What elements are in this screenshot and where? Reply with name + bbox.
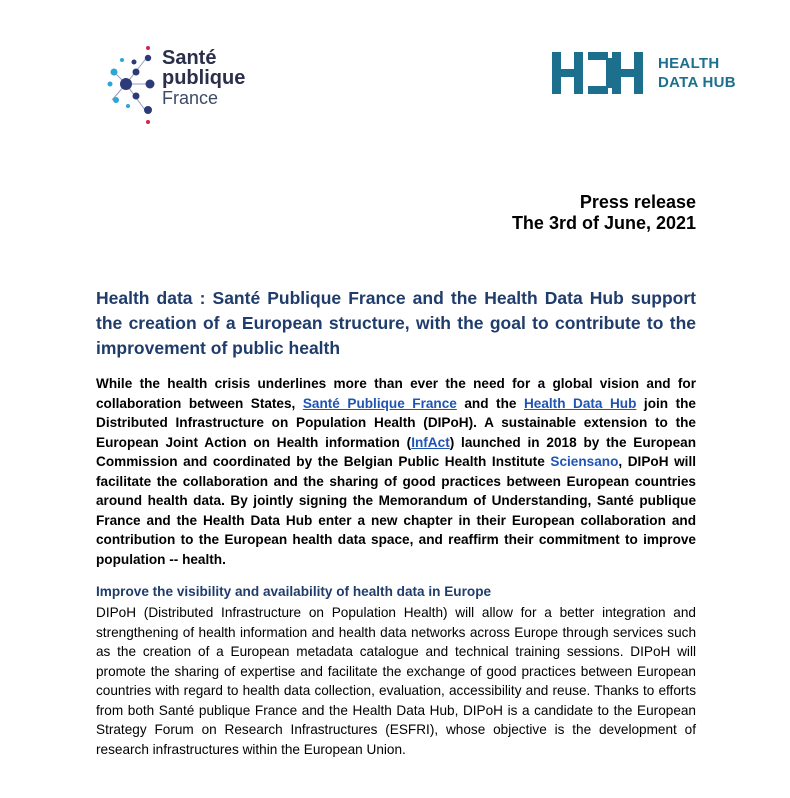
sante-publique-france-logo	[104, 44, 264, 128]
spf-logo-line1: Santé	[162, 47, 217, 69]
lead-text-2: and the	[456, 395, 524, 411]
link-sante-publique-france[interactable]: Santé Publique France	[302, 395, 457, 411]
press-release-date: The 3rd of June, 2021	[511, 213, 696, 233]
link-health-data-hub[interactable]: Health Data Hub	[523, 395, 637, 411]
lead-text-1: While the health crisis underlines more than ever the need for a global vision and for collaboration between States,	[96, 376, 696, 411]
hdh-mark-icon	[552, 52, 644, 94]
lead-text-4: ) launched in 2018 by the European Commission and coordinated by the Belgian Public Health Institute	[96, 434, 696, 469]
hdh-logo-line2: DATA HUB	[658, 74, 736, 91]
spf-logo-line2: publique	[162, 67, 246, 89]
lead-text-5: , DIPoH will facilitate the collaboration and the sharing of good practices between European countries around health data. By jointly signing the Memorandum of Understanding, Santé publique France and the Health Data Hub enter a new chapter in their European collaboration and contribution to the European health data space, and reaffirm their commitment to improve population -- health.	[96, 454, 697, 567]
spf-dots-icon	[104, 44, 160, 128]
health-data-hub-logo	[552, 52, 752, 96]
lead-paragraph	[96, 374, 696, 569]
link-infact[interactable]: InfAct	[411, 434, 450, 450]
section-title: Improve the visibility and availability of health data in Europe	[96, 584, 492, 599]
press-release-header	[512, 192, 696, 234]
lead-text-3: join the Distributed Infrastructure on Population Health (DIPoH). A sustainable extension to the European Joint Action on Health information (	[96, 395, 696, 450]
spf-logo-line3: France	[162, 88, 219, 108]
headline: Health data : Santé Publique France and the Health Data Hub support the creation of a European structure, with the goal to contribute to the improvement of public health	[96, 288, 696, 358]
section-body: DIPoH (Distributed Infrastructure on Population Health) will allow for a better integration and strengthening of health information and health data networks across Europe through services such as the creation of a European metadata catalogue and technical training sessions. DIPoH will promote the sharing of expertise and facilitate the exchange of good practices between European countries with regard to health data collection, evaluation, accessibility and reuse. Thanks to efforts from both Santé publique France and the Health Data Hub, DIPoH is a candidate to the European Strategy Forum on Research Infrastructures (ESFRI), whose objective is the development of research infrastructures within the European Union.	[96, 605, 696, 757]
press-release-label: Press release	[579, 192, 696, 212]
sciensano-text: Sciensano	[550, 454, 619, 469]
hdh-logo-line1: HEALTH	[658, 55, 720, 72]
